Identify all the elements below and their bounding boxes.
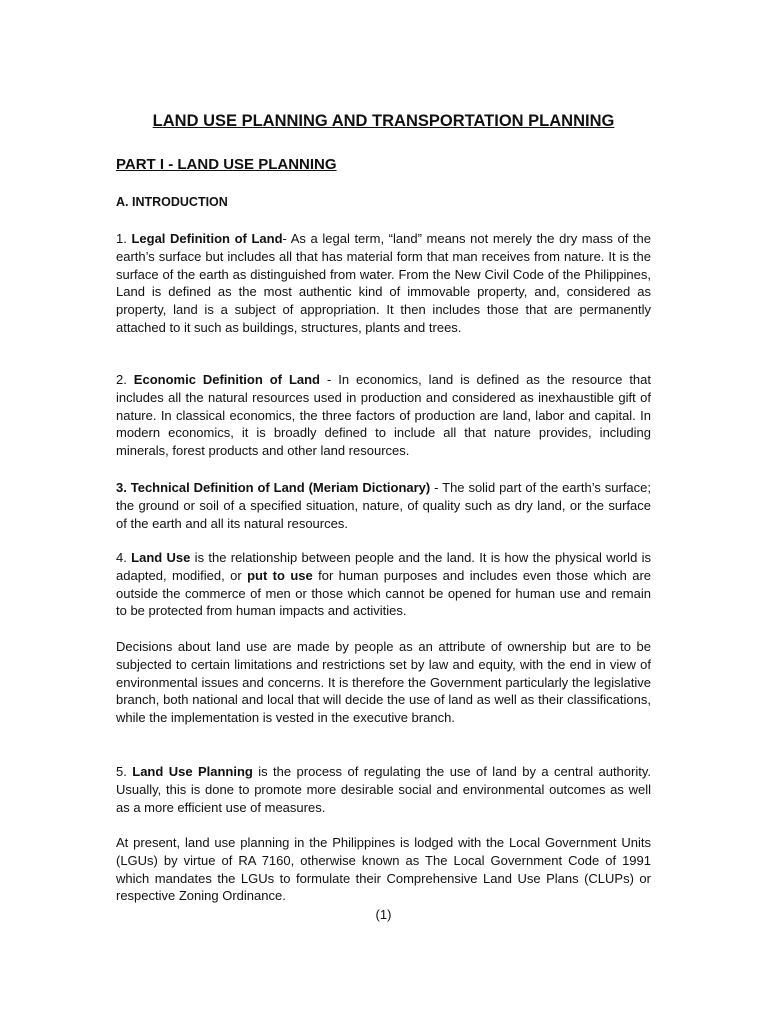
paragraph-term-put-to-use: put to use xyxy=(247,567,313,583)
paragraph-term: Legal Definition of Land xyxy=(131,231,283,246)
paragraph-term: Land Use Planning xyxy=(132,764,253,779)
paragraph-term: Land Use xyxy=(131,550,191,565)
paragraph-economic-definition xyxy=(116,371,651,460)
paragraph-text: - The solid part of the earth’s surface; the ground or soil of a specified situation, nature, of quality such as dry land, or the surface of the earth and all its natural resources. xyxy=(116,480,652,531)
page-number: (1) xyxy=(375,907,392,922)
paragraph-text: - As a legal term, “land” means not merely the dry mass of the earth’s surface but includes all that has material form that man receives from nature. It is the surface of the earth as distinguished from water. From the New Civil Code of the Philippines, Land is defined as the most authentic kind of immovable property, and, considered as property, land is a subject of appropriation. It then includes those that are permanently attached to it such as buildings, structures, plants and trees. xyxy=(116,231,651,335)
part-title: PART I - LAND USE PLANNING xyxy=(116,156,337,173)
paragraph-number: 4. xyxy=(116,550,132,565)
paragraph-text: Decisions about land use are made by people as an attribute of ownership but are to be subjected to certain limitations and restrictions set by law and equity, with the end in view of environmental issues and concerns. It is therefore the Government particularly the legislative branch, both national and local that will decide the use of land as well as their classifications, while the implementation is vested in the executive branch. xyxy=(116,639,651,726)
paragraph-term: 3. Technical Definition of Land (Meriam Dictionary) xyxy=(116,480,431,495)
paragraph-text: is the relationship between people and the land. It is how the physical world is adapted, modified, or xyxy=(116,550,651,583)
paragraph-term: Economic Definition of Land xyxy=(133,372,320,387)
paragraph-text: is the process of regulating the use of land by a central authority. Usually, this is done to promote more desirable social and environmental outcomes as well as a more efficient use of measures. xyxy=(116,764,651,815)
paragraph-number: 5. xyxy=(116,764,133,779)
section-heading: A. INTRODUCTION xyxy=(116,195,228,209)
paragraph-technical-definition xyxy=(116,479,651,532)
paragraph-text: for human purposes and includes even those which are outside the commerce of men or those which cannot be opened for human use and remain to be protected from human impacts and activities. xyxy=(116,567,652,619)
paragraph-text: - In economics, land is defined as the resource that includes all the natural resources used in production and considered as inexhaustible gift of nature. In classical economics, the three factors of production are land, labor and capital. In modern economics, it is broadly defined to include all that nature provides, including minerals, forest products and other land resources. xyxy=(116,372,651,459)
paragraph-present-planning xyxy=(116,834,651,905)
paragraph-land-use xyxy=(116,549,651,620)
paragraph-land-use-planning xyxy=(116,763,651,816)
document-title: LAND USE PLANNING AND TRANSPORTATION PLANNING xyxy=(152,112,615,130)
paragraph-land-use-decisions xyxy=(116,638,651,727)
paragraph-number: 2. xyxy=(116,372,134,387)
paragraph-number: 1. xyxy=(116,231,132,246)
paragraph-legal-definition xyxy=(116,230,651,337)
paragraph-text: At present, land use planning in the Philippines is lodged with the Local Government Units (LGUs) by virtue of RA 7160, otherwise known as The Local Government Code of 1991 which mandates the LGUs to formulate their Comprehensive Land Use Plans (CLUPs) or respective Zoning Ordinance. xyxy=(116,835,651,904)
